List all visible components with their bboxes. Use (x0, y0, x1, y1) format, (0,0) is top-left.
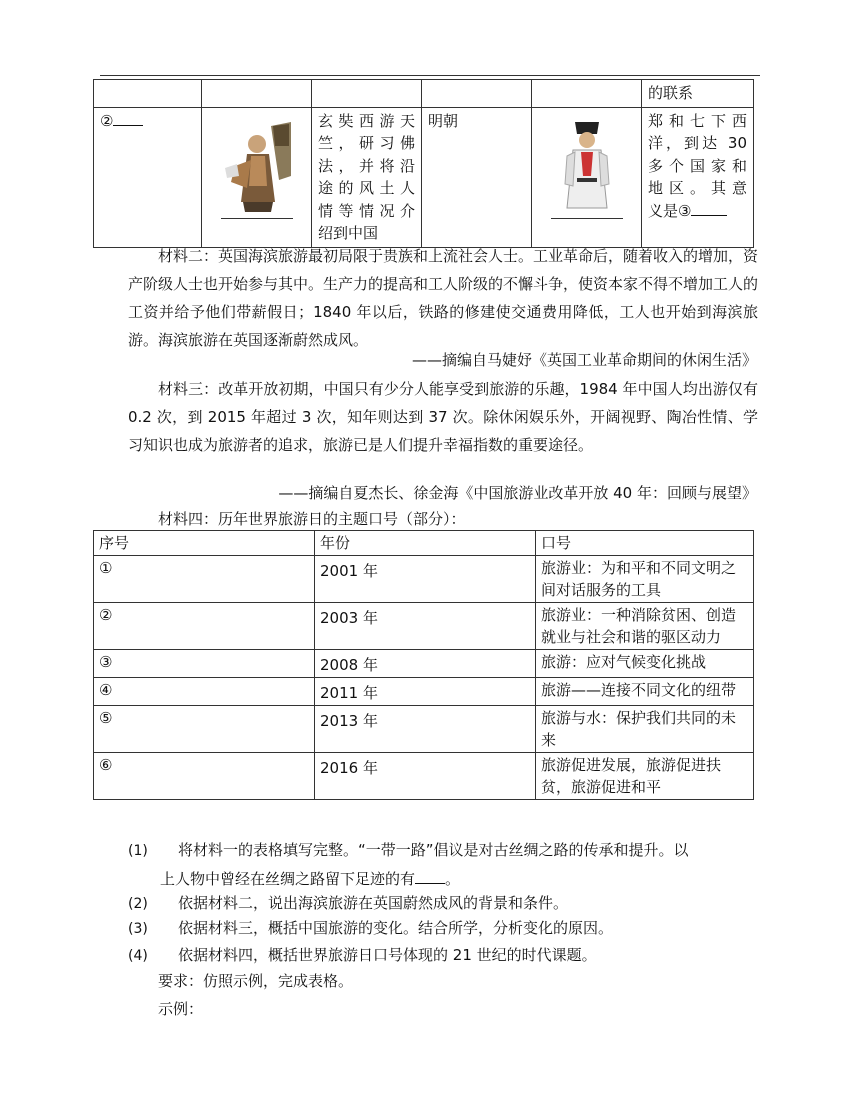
material4-table (93, 530, 754, 800)
table-row: ③ 2008 年 旅游：应对气候变化挑战 (94, 650, 754, 678)
material2-text: 材料二：英国海滨旅游最初局限于贵族和上流社会人士。工业革命后，随着收入的增加，资产阶级人士也开始参与其中。生产力的提高和工人阶级的不懈斗争，使资本家不得不增加工人的工资并给予他们带薪假日；1840 年以后，铁路的修建使交通费用降低，工人也开始到海滨旅游。海滨旅游在英国逐渐蔚然成风。 (128, 247, 759, 349)
table-header-row (94, 531, 754, 556)
requirement: 要求：仿照示例，完成表格。 (158, 972, 354, 990)
header-cell: 序号 (94, 531, 315, 556)
table-row (94, 107, 754, 247)
table-row: ④ 2011 年 旅游——连接不同文化的纽带 (94, 678, 754, 706)
material1-table (93, 79, 754, 248)
question-3: (3) 依据材料三，概括中国旅游的变化。结合所学，分析变化的原因。 (128, 919, 614, 937)
xuanzang-portrait (221, 116, 293, 216)
table-row (94, 80, 754, 108)
header-cell: 口号 (536, 531, 754, 556)
question-1: (1) 将材料一的表格填写完整。“一带一路”倡议是对古丝绸之路的传承和提升。以 上人物中曾经在丝绸之路留下足迹的有 。 (128, 841, 689, 888)
table-row: ⑥ 2016 年 旅游促进发展，旅游促进扶贫，旅游促进和平 (94, 753, 754, 800)
table-cell: 的联系 (642, 80, 754, 108)
table-cell: 玄奘西游天 竺，研习佛 法，并将沿 途的风土人 情等情况介 绍到中国 (312, 107, 422, 247)
header-rule (100, 75, 760, 76)
answer-blank (415, 868, 445, 884)
answer-blank (113, 110, 143, 126)
table-row: ② 2003 年 旅游业：一种消除贫困、创造就业与社会和谐的驱区动力 (94, 603, 754, 650)
row-marker: ② (100, 111, 114, 130)
portrait-cell-zhenghe (532, 107, 642, 247)
portrait-cell-xuanzang (202, 107, 312, 247)
answer-blank (691, 200, 727, 216)
material3-text: 材料三：改革开放初期，中国只有少分人能享受到旅游的乐趣，1984 年中国人均出游仅有 0.2 次，到 2015 年超过 3 次，知年则达到 37 次。除休闲娱乐外，开阔视野、陶冶性情、学习知识也成为旅游者的追求，旅游已是人们提升幸福指数的重要途径。 (128, 380, 758, 454)
material4-intro: 材料四：历年世界旅游日的主题口号（部分）： (158, 510, 466, 528)
header-cell: 年份 (315, 531, 536, 556)
table-cell (94, 107, 202, 247)
material2-source: ——摘编自马婕妤《英国工业革命期间的休闲生活》 (411, 351, 757, 369)
material3-source: ——摘编自夏杰长、徐金海《中国旅游业改革开放 40 年：回顾与展望》 (278, 484, 757, 502)
table-cell: 明朝 (422, 107, 532, 247)
table-row: ⑤ 2013 年 旅游与水：保护我们共同的未来 (94, 706, 754, 753)
table-cell: 郑和七下西 洋，到达 30 多个国家和 地区。其意 义是③ (642, 107, 754, 247)
question-2: (2) 依据材料二，说出海滨旅游在英国蔚然成风的背景和条件。 (128, 894, 569, 912)
zhenghe-portrait (551, 116, 623, 216)
question-4: (4) 依据材料四，概括世界旅游日口号体现的 21 世纪的时代课题。 (128, 946, 597, 964)
example-label: 示例： (158, 1000, 204, 1018)
table-row: ① 2001 年 旅游业：为和平和不同文明之间对话服务的工具 (94, 556, 754, 603)
